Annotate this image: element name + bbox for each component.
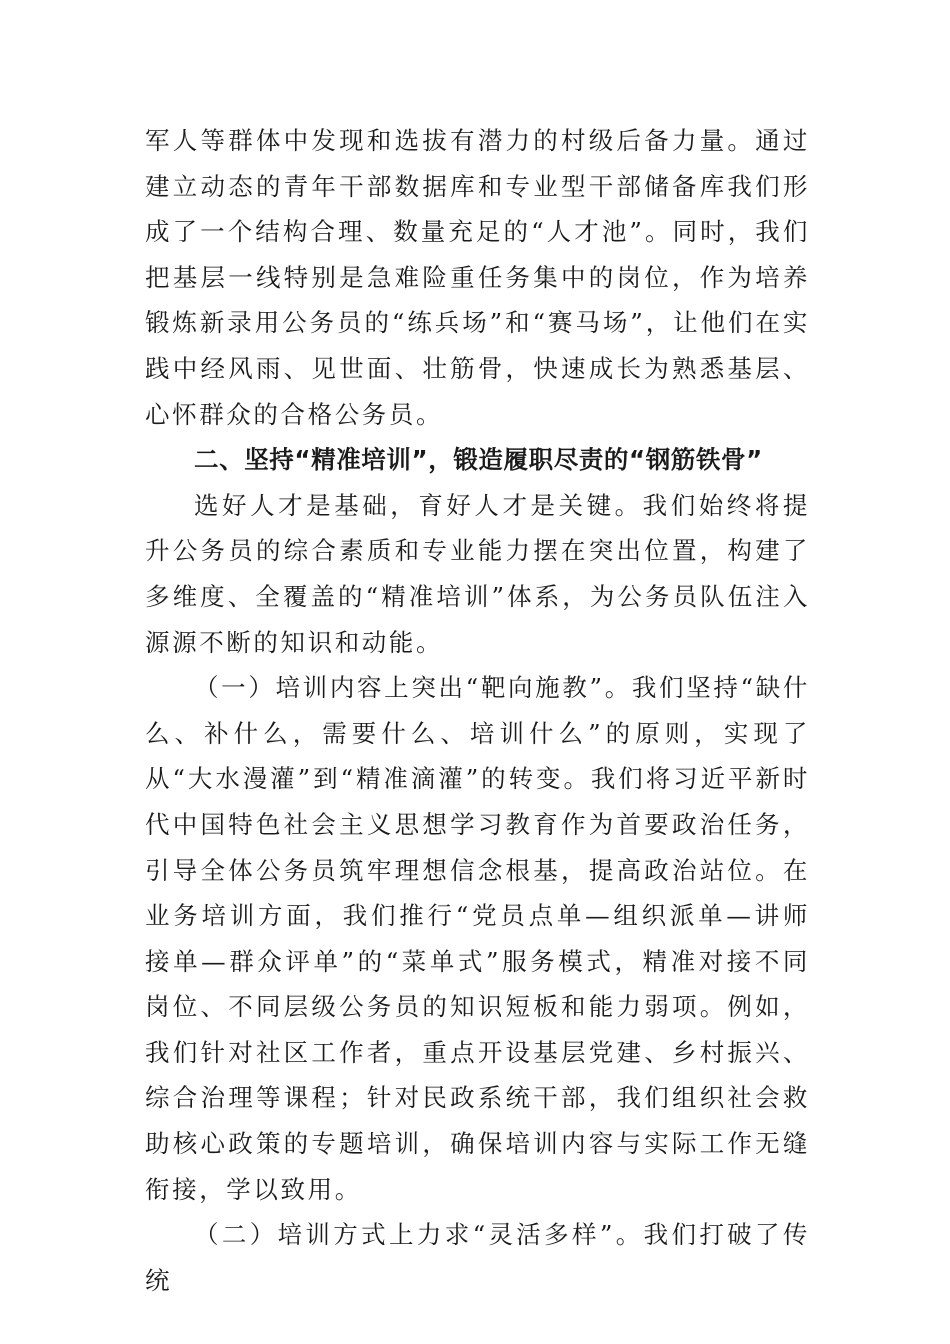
section-heading-precise-training: 二、坚持“精准培训”，锻造履职尽责的“钢筋铁骨”	[194, 445, 763, 475]
paragraph-training-content: （一）培训内容上突出“靶向施教”。我们坚持“缺什么、补什么，需要什么、培训什么”的原则，实现了从“大水漫灌”到“精准滴灌”的转变。我们将习近平新时代中国特色社会主义思想学习教育作为首要政治任务，引导全体公务员筑牢理想信念根基，提高政治站位。在业务培训方面，我们推行“党员点单—组织派单—讲师接单—群众评单”的“菜单式”服务模式，精准对接不同岗位、不同层级公务员的知识短板和能力弱项。例如，我们针对社区工作者，重点开设基层党建、乡村振兴、综合治理等课程；针对民政系统干部，我们组织社会救助核心政策的专题培训，确保培训内容与实际工作无缝衔接，学以致用。	[145, 673, 810, 1204]
document-body	[145, 118, 810, 1303]
paragraph-training-methods: （二）培训方式上力求“灵活多样”。我们打破了传统	[145, 1220, 810, 1295]
paragraph-talent-pool: 军人等群体中发现和选拔有潜力的村级后备力量。通过建立动态的青年干部数据库和专业型干部储备库我们形成了一个结构合理、数量充足的“人才池”。同时，我们把基层一线特别是急难险重任务集中的岗位，作为培养锻炼新录用公务员的“练兵场”和“赛马场”，让他们在实践中经风雨、见世面、壮筋骨，快速成长为熟悉基层、心怀群众的合格公务员。	[145, 126, 810, 429]
paragraph-training-intro: 选好人才是基础，育好人才是关键。我们始终将提升公务员的综合素质和专业能力摆在突出位置，构建了多维度、全覆盖的“精准培训”体系，为公务员队伍注入源源不断的知识和动能。	[145, 490, 810, 657]
